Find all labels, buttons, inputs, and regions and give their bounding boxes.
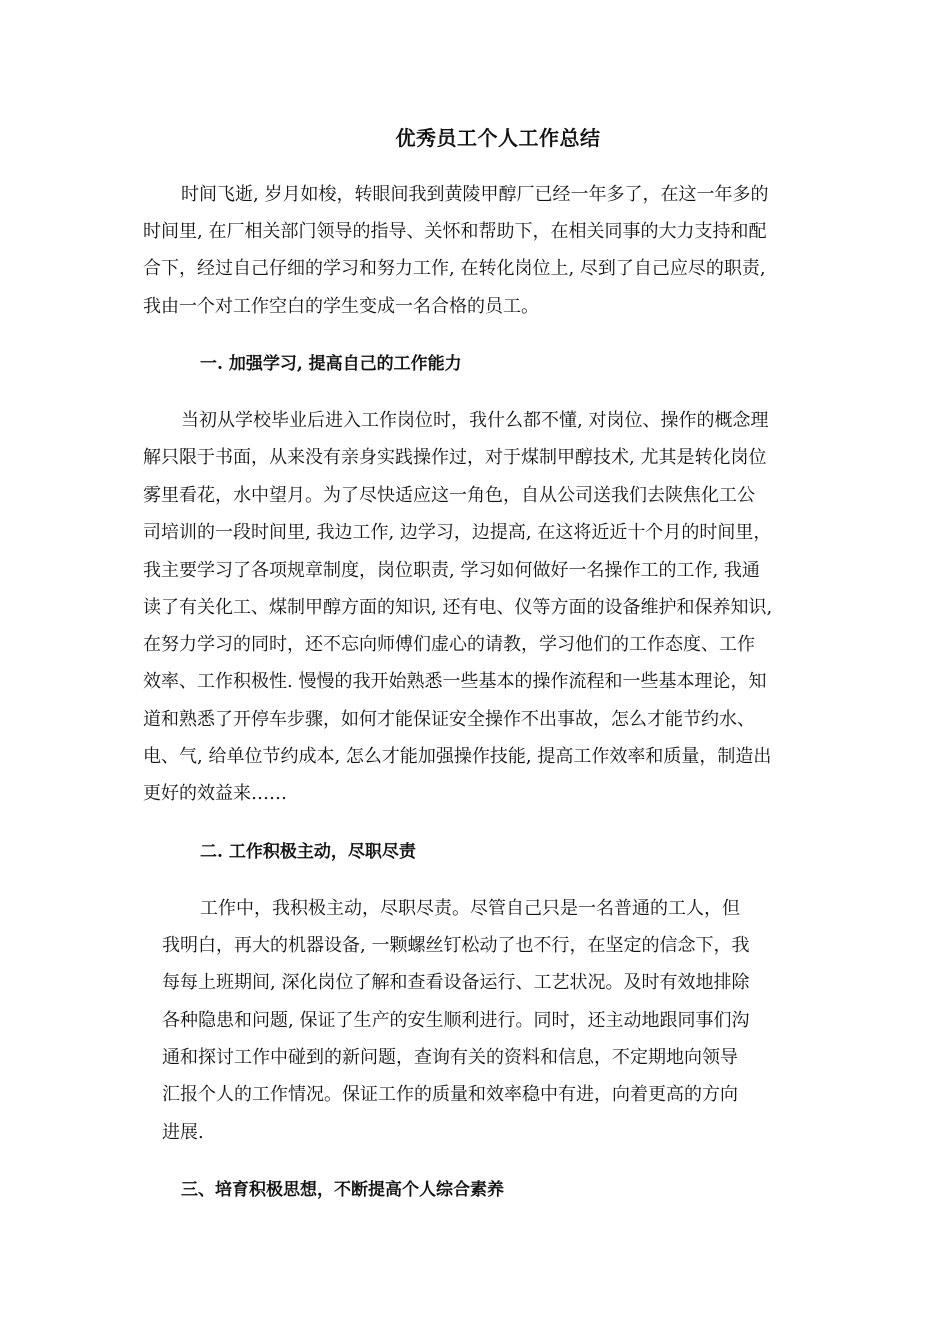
section-1-line: 电、气, 给单位节约成本, 怎么才能加强操作技能, 提高工作效率和质量，制造出 [143,746,772,767]
section-2-line: 汇报个人的工作情况。保证工作的质量和效率稳中有进，向着更高的方向 [162,1084,738,1105]
intro-line-3: 合下，经过自己仔细的学习和努力工作, 在转化岗位上, 尽到了自己应尽的职责, [143,258,766,279]
section-1-line: 更好的效益来…… [143,783,287,804]
section-2-line: 我明白，再大的机器设备, 一颗螺丝钉松动了也不行，在坚定的信念下，我 [162,935,750,956]
intro-line-4: 我由一个对工作空白的学生变成一名合格的员工。 [143,296,539,317]
section-2-line: 各种隐患和问题, 保证了生产的安生顺利进行。同时，还主动地跟同事们沟 [162,1010,750,1031]
section-1-line: 司培训的一段时间里, 我边工作, 边学习，边提高, 在这将近近十个月的时间里， [143,522,772,543]
section-1-line: 在努力学习的同时，还不忘向师傅们虚心的请教，学习他们的工作态度、工作 [143,634,755,655]
section-1-line: 道和熟悉了开停车步骤，如何才能保证安全操作不出事故，怎么才能节约水、 [143,709,755,730]
section-1-line: 效率、工作积极性. 慢慢的我开始熟悉一些基本的操作流程和一些基本理论，知 [143,671,767,692]
intro-line-2: 时间里, 在厂相关部门领导的指导、关怀和帮助下，在相关同事的大力支持和配 [143,221,767,242]
section-2-heading: 二. 工作积极主动，尽职尽责 [200,842,416,862]
intro-line-1: 时间飞逝, 岁月如梭，转眼间我到黄陵甲醇厂已经一年多了，在这一年多的 [181,184,769,205]
section-3-heading: 三、培育积极思想，不断提高个人综合素养 [181,1180,504,1200]
section-1-line: 解只限于书面，从来没有亲身实践操作过，对于煤制甲醇技术, 尤其是转化岗位 [143,447,767,468]
section-1-line: 当初从学校毕业后进入工作岗位时，我什么都不懂, 对岗位、操作的概念理 [181,410,769,431]
section-2-line: 进展. [162,1122,204,1143]
section-2-line: 通和探讨工作中碰到的新问题，查询有关的资料和信息，不定期地向领导 [162,1047,738,1068]
page-title: 优秀员工个人工作总结 [395,126,601,150]
section-1-line: 读了有关化工、煤制甲醇方面的知识, 还有电、仪等方面的设备维护和保养知识, [143,597,773,618]
section-2-line: 每每上班期间, 深化岗位了解和查看设备运行、工艺状况。及时有效地排除 [162,972,750,993]
section-1-line: 雾里看花，水中望月。为了尽快适应这一角色，自从公司送我们去陕焦化工公 [143,485,755,506]
section-2-line: 工作中，我积极主动，尽职尽责。尽管自己只是一名普通的工人，但 [200,898,740,919]
section-1-heading: 一. 加强学习, 提高自己的工作能力 [200,354,462,374]
section-1-line: 我主要学习了各项规章制度，岗位职责, 学习如何做好一名操作工的工作, 我通 [143,560,760,581]
